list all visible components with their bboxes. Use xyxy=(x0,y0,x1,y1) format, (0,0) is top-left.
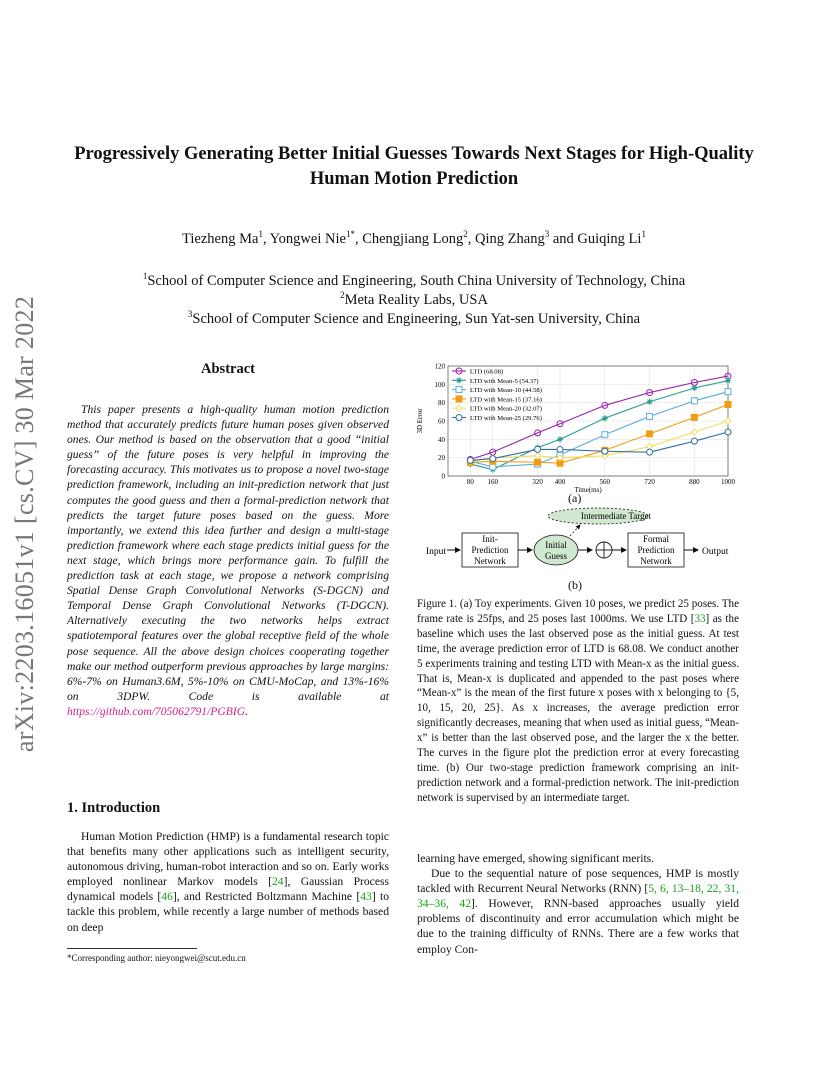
author-affiliation-mark: 1 xyxy=(258,229,263,239)
initial-guess-label-2: Guess xyxy=(545,551,567,561)
data-point xyxy=(602,415,608,421)
paper-title: Progressively Generating Better Initial Guesses Towards Next Stages for High-Quality Human Motion Prediction xyxy=(74,144,754,189)
y-tick-label: 80 xyxy=(438,399,445,408)
author-name: Qing Zhang xyxy=(475,230,545,247)
data-point xyxy=(535,453,541,459)
data-point xyxy=(725,402,731,408)
author-affiliation-mark: 1 xyxy=(641,229,646,239)
data-point xyxy=(725,429,731,435)
author-name: Yongwei Nie xyxy=(269,230,346,247)
data-point xyxy=(647,399,653,405)
data-point xyxy=(535,446,541,452)
y-tick-label: 120 xyxy=(434,362,445,371)
output-label: Output xyxy=(702,547,729,557)
citation-link[interactable]: 43 xyxy=(360,890,372,904)
data-point xyxy=(602,432,608,438)
legend-label: LTD with Mean-15 (37.16) xyxy=(470,396,542,404)
data-point xyxy=(456,405,462,411)
arxiv-sidebar xyxy=(0,294,52,754)
data-point xyxy=(725,378,731,384)
data-point xyxy=(535,459,541,465)
init-network-label-1: Init- xyxy=(482,534,498,544)
author-name: Guiqing Li xyxy=(577,230,642,247)
x-tick-label: 400 xyxy=(554,478,566,486)
citation-link[interactable]: 24 xyxy=(272,875,284,889)
data-point xyxy=(691,429,697,435)
y-tick-label: 100 xyxy=(434,380,445,389)
data-point xyxy=(691,414,697,420)
introduction-heading: 1. Introduction xyxy=(67,800,161,816)
y-tick-label: 60 xyxy=(438,417,445,426)
formal-network-label-1: Formal xyxy=(643,534,669,544)
input-label: Input xyxy=(426,547,447,557)
legend-label: LTD with Mean-20 (32.07) xyxy=(470,405,542,413)
author-list: Tiezheng Ma$^1$, Yongwei Nie$^{1*}$, Chengjiang Long$^2$, Qing Zhang$^3$ and Guiqing Li$^1$ xyxy=(182,229,646,247)
citation-link[interactable]: 33 xyxy=(694,612,706,625)
legend-label: LTD with Mean-5 (54.37) xyxy=(470,377,539,385)
error-line-chart xyxy=(412,358,742,508)
x-tick-label: 80 xyxy=(466,478,474,486)
data-point xyxy=(647,449,653,455)
author-name: Chengjiang Long xyxy=(362,230,464,247)
x-tick-label: 320 xyxy=(532,478,543,486)
data-point xyxy=(725,418,731,424)
data-point xyxy=(691,385,697,391)
data-point xyxy=(602,448,608,454)
formal-network-label-2: Prediction xyxy=(637,545,675,555)
figure-label-b: (b) xyxy=(568,578,582,592)
data-point xyxy=(691,438,697,444)
legend-entry xyxy=(452,377,539,385)
figure-caption: Figure 1. (a) Toy experiments. Given 10 poses, we predict 25 poses. The frame rate is 25fps, and 25 poses last 1000ms. We use LTD [33] as the baseline which uses the last observed pose as the initial guess. At test time, the average prediction error of LTD is 68.08. We conduct another 5 experiments training and testing LTD with Mean-x as the initial guess. That is, Mean-x is duplicated and appended to the past poses where “Mean-x” is the mean of the first future x poses with x belonging to {5, 10, 15, 20, 25}. As x increases, the average prediction error significantly decreases, meaning that when used as initial guess, “Mean-x” is better than the last observed pose, and the larger the x the better. The curves in the figure plot the prediction error at every forecasting time. (b) Our two-stage prediction framework comprising an init-prediction network and a formal-prediction network. The init-prediction network is supervised by an intermediate target. xyxy=(417,598,739,804)
affiliation-2: $^2$Meta Reality Labs, USA xyxy=(340,290,488,308)
data-point xyxy=(557,436,563,442)
data-point xyxy=(647,431,653,437)
data-point xyxy=(691,398,697,404)
data-point xyxy=(725,389,731,395)
formal-network-label-3: Network xyxy=(640,556,672,566)
data-point xyxy=(557,446,563,452)
chart-axes xyxy=(416,363,736,495)
footnote: *Corresponding author: nieyongwei@scut.edu.cn xyxy=(67,953,246,963)
introduction-continued: learning have emerged, showing significant merits. Due to the sequential nature of pose sequences, HMP is mostly tackled with Recurrent Neural Networks (RNN) [5, 6, 13–18, 22, 31, 34–36, 42]. However, RNN-based approaches usually yield problems of discontinuity and error accumulation which might be due to the training difficulty of RNNs. There are a few works that employ Con- xyxy=(417,852,740,956)
legend-entry xyxy=(452,405,542,413)
figure-label-a: (a) xyxy=(568,491,582,505)
legend-entry xyxy=(452,396,542,404)
data-point xyxy=(456,396,462,402)
y-tick-label: 0 xyxy=(441,472,445,481)
legend-label: LTD with Mean-10 (44.58) xyxy=(470,387,542,395)
author-affiliation-mark: 3 xyxy=(544,229,550,239)
chart-legend xyxy=(452,368,542,422)
y-tick-label: 20 xyxy=(438,454,445,463)
abstract-heading: Abstract xyxy=(201,361,255,377)
intermediate-target-label: Intermediate Target xyxy=(580,511,652,521)
initial-guess-label-1: Initial xyxy=(545,540,567,550)
legend-entry xyxy=(452,387,542,395)
x-axis-label: Time(ms) xyxy=(574,486,602,494)
affiliation-3: $^3$School of Computer Science and Engineering, Sun Yat-sen University, China xyxy=(187,309,641,327)
footnote-rule xyxy=(67,948,197,949)
data-point xyxy=(456,377,462,383)
data-point xyxy=(456,387,462,393)
data-point xyxy=(490,456,496,462)
citation-link[interactable]: 5, 6, 13–18, 22, 31, 34–36, 42 xyxy=(417,882,739,911)
init-network-label-2: Prediction xyxy=(471,545,509,555)
x-tick-label: 720 xyxy=(644,478,655,486)
x-tick-label: 1000 xyxy=(721,478,735,486)
author-affiliation-mark: 1* xyxy=(345,229,355,239)
introduction-paragraph: Human Motion Prediction (HMP) is a fundamental research topic that benefits many other applications such as intelligent security, autonomous driving, human-robot interaction and so on. Early works employed nonlinear Markov models [24], Gaussian Process dynamical models [46], and Restricted Boltzmann Machine [43] to tackle this problem, while recently a large number of methods based on deep xyxy=(67,830,390,934)
arxiv-identifier: arXiv:2203.16051v1 [cs.CV] 30 Mar 2022 xyxy=(10,295,39,753)
code-link[interactable]: https://github.com/705062791/PGBIG xyxy=(67,704,246,718)
abstract-body: This paper presents a high-quality human motion prediction method that accurately predicts future human poses given observed ones. Our method is based on the observation that a good “initial guess” of the future poses is very helpful in improving the forecasting accuracy. This motivates us to propose a novel two-stage prediction framework, including an init-prediction network that just computes the good guess and then a formal-prediction network that predicts the target future poses based on the guess. More importantly, we extend this idea further and design a multi-stage prediction framework where each stage predicts initial guess for the next stage, which brings more performance gain. To fulfill the prediction task at each stage, we propose a network comprising Spatial Dense Graph Convolutional Networks (S-DGCN) and Temporal Dense Graph Convolutional Networks (T-DGCN). Alternatively executing the two networks helps extract spatiotemporal features over the global receptive field of the whole pose sequence. All the above design choices cooperating together make our method outperform previous approaches by large margins: 6%-7% on Human3.6M, 5%-10% on CMU-MoCap, and 13%-16% on 3DPW. Code is available at https://github.com/705062791/PGBIG. xyxy=(67,403,389,718)
data-point xyxy=(456,415,462,421)
init-network-label-3: Network xyxy=(474,556,506,566)
author-affiliation-mark: 2 xyxy=(463,229,468,239)
legend-label: LTD with Mean-25 (29.76) xyxy=(470,415,542,422)
legend-label: LTD (68.08) xyxy=(470,368,504,376)
legend-entry xyxy=(452,368,503,376)
author-name: Tiezheng Ma xyxy=(182,230,259,247)
x-tick-label: 560 xyxy=(599,478,611,486)
x-tick-label: 880 xyxy=(689,478,700,486)
citation-link[interactable]: 46 xyxy=(161,890,173,904)
y-tick-label: 40 xyxy=(438,435,445,444)
y-axis-label: 3D Error xyxy=(416,408,424,434)
data-point xyxy=(647,413,653,419)
data-point xyxy=(467,457,473,463)
framework-diagram xyxy=(420,505,740,583)
x-tick-label: 160 xyxy=(487,478,499,486)
affiliation-1: $^1$School of Computer Science and Engineering, South China University of Technology, China xyxy=(142,271,686,289)
